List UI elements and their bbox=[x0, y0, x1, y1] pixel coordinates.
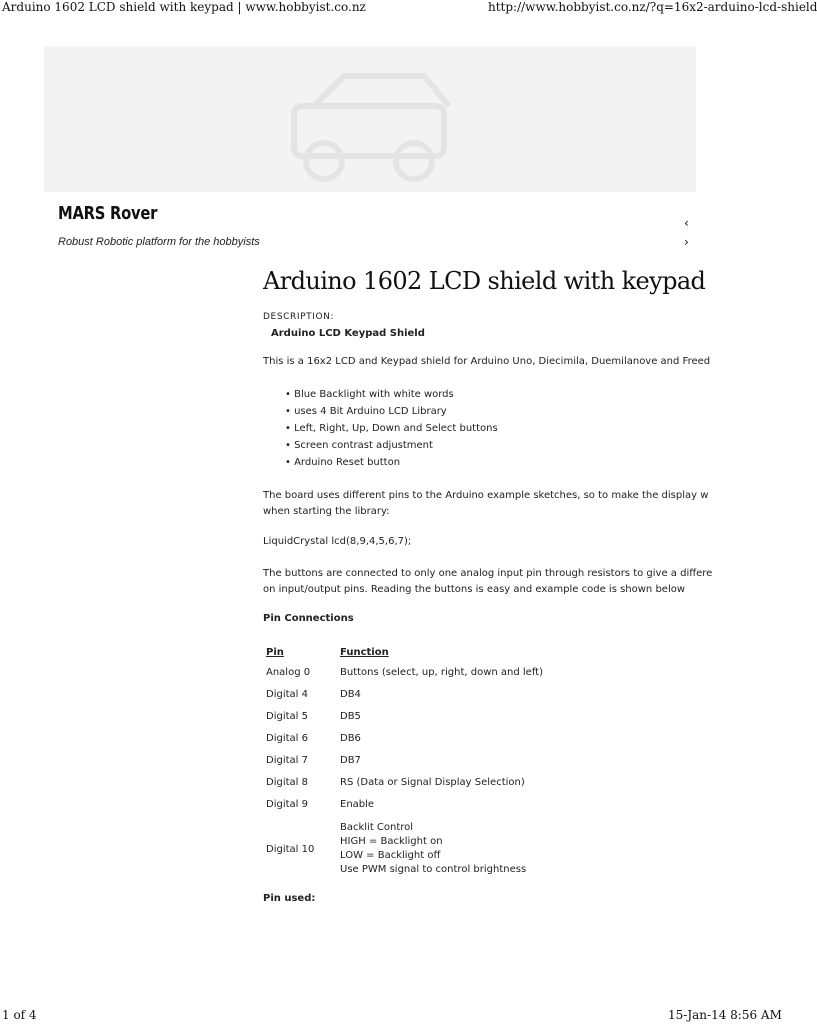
description-label: DESCRIPTION: bbox=[263, 312, 335, 322]
column-header-pin: Pin bbox=[266, 646, 284, 658]
pin-cell: Digital 5 bbox=[266, 710, 308, 722]
pin-used-heading: Pin used: bbox=[263, 893, 316, 904]
article-content bbox=[263, 262, 768, 904]
list-item: • Arduino Reset button bbox=[285, 455, 768, 472]
function-cell: RS (Data or Signal Display Selection) bbox=[340, 776, 525, 788]
pin-cell: Digital 8 bbox=[266, 776, 308, 788]
pin-cell: Digital 9 bbox=[266, 798, 308, 810]
print-header-title: Arduino 1602 LCD shield with keypad | www.hobbyist.co.nz bbox=[2, 0, 366, 14]
function-cell: Enable bbox=[340, 798, 375, 810]
pin-cell: Digital 10 bbox=[266, 843, 315, 855]
table-row bbox=[263, 815, 546, 883]
buttons-paragraph bbox=[263, 566, 768, 598]
description-title: Arduino LCD Keypad Shield bbox=[271, 328, 425, 339]
table-row bbox=[263, 749, 546, 771]
pin-cell: Digital 6 bbox=[266, 732, 308, 744]
list-item: • uses 4 Bit Arduino LCD Library bbox=[285, 404, 768, 421]
table-row bbox=[263, 793, 546, 815]
board-line-2: when starting the library: bbox=[263, 506, 390, 517]
function-cell: Buttons (select, up, right, down and left) bbox=[340, 666, 544, 678]
print-timestamp: 15-Jan-14 8:56 AM bbox=[668, 1008, 782, 1022]
function-line: HIGH = Backlight on bbox=[340, 836, 443, 847]
function-line: LOW = Backlight off bbox=[340, 850, 441, 861]
pin-cell: Analog 0 bbox=[266, 666, 311, 678]
buttons-line-1: The buttons are connected to only one analog input pin through resistors to give a differe bbox=[263, 568, 713, 579]
buttons-line-2: on input/output pins. Reading the buttons is easy and example code is shown below bbox=[263, 584, 686, 595]
rover-image bbox=[274, 66, 474, 186]
page-count: 1 of 4 bbox=[2, 1008, 37, 1022]
prev-arrow-icon[interactable]: ‹ bbox=[684, 216, 689, 230]
table-row bbox=[263, 705, 546, 727]
banner-image bbox=[44, 46, 696, 192]
pin-cell: Digital 4 bbox=[266, 688, 308, 700]
function-cell: DB6 bbox=[340, 732, 361, 744]
site-title[interactable]: MARS Rover bbox=[58, 203, 158, 224]
list-item: • Left, Right, Up, Down and Select buttons bbox=[285, 421, 768, 438]
pin-table bbox=[263, 643, 546, 883]
print-header-url: http://www.hobbyist.co.nz/?q=16x2-arduino-lcd-shield bbox=[488, 0, 817, 14]
function-cell: DB4 bbox=[340, 688, 361, 700]
list-item: • Screen contrast adjustment bbox=[285, 438, 768, 455]
table-row bbox=[263, 683, 546, 705]
function-cell: DB5 bbox=[340, 710, 361, 722]
next-arrow-icon[interactable]: › bbox=[684, 235, 689, 249]
list-item: • Blue Backlight with white words bbox=[285, 387, 768, 404]
board-paragraph bbox=[263, 488, 768, 520]
table-row bbox=[263, 771, 546, 793]
table-row bbox=[263, 727, 546, 749]
function-cell: DB7 bbox=[340, 754, 361, 766]
intro-paragraph: This is a 16x2 LCD and Keypad shield for Arduino Uno, Diecimila, Duemilanove and Freed bbox=[263, 356, 711, 367]
feature-list bbox=[263, 387, 768, 472]
site-tagline: Robust Robotic platform for the hobbyists bbox=[58, 236, 260, 248]
table-row bbox=[263, 661, 546, 683]
board-line-1: The board uses different pins to the Arduino example sketches, so to make the display w bbox=[263, 490, 709, 501]
code-line: LiquidCrystal lcd(8,9,4,5,6,7); bbox=[263, 536, 412, 547]
function-cell bbox=[337, 815, 546, 883]
table-header-row bbox=[263, 643, 546, 661]
function-line: Use PWM signal to control brightness bbox=[340, 864, 527, 875]
function-line: Backlit Control bbox=[340, 822, 414, 833]
pin-cell: Digital 7 bbox=[266, 754, 308, 766]
article-title: Arduino 1602 LCD shield with keypad bbox=[263, 267, 706, 295]
column-header-function: Function bbox=[340, 646, 389, 658]
pin-connections-heading: Pin Connections bbox=[263, 613, 354, 624]
